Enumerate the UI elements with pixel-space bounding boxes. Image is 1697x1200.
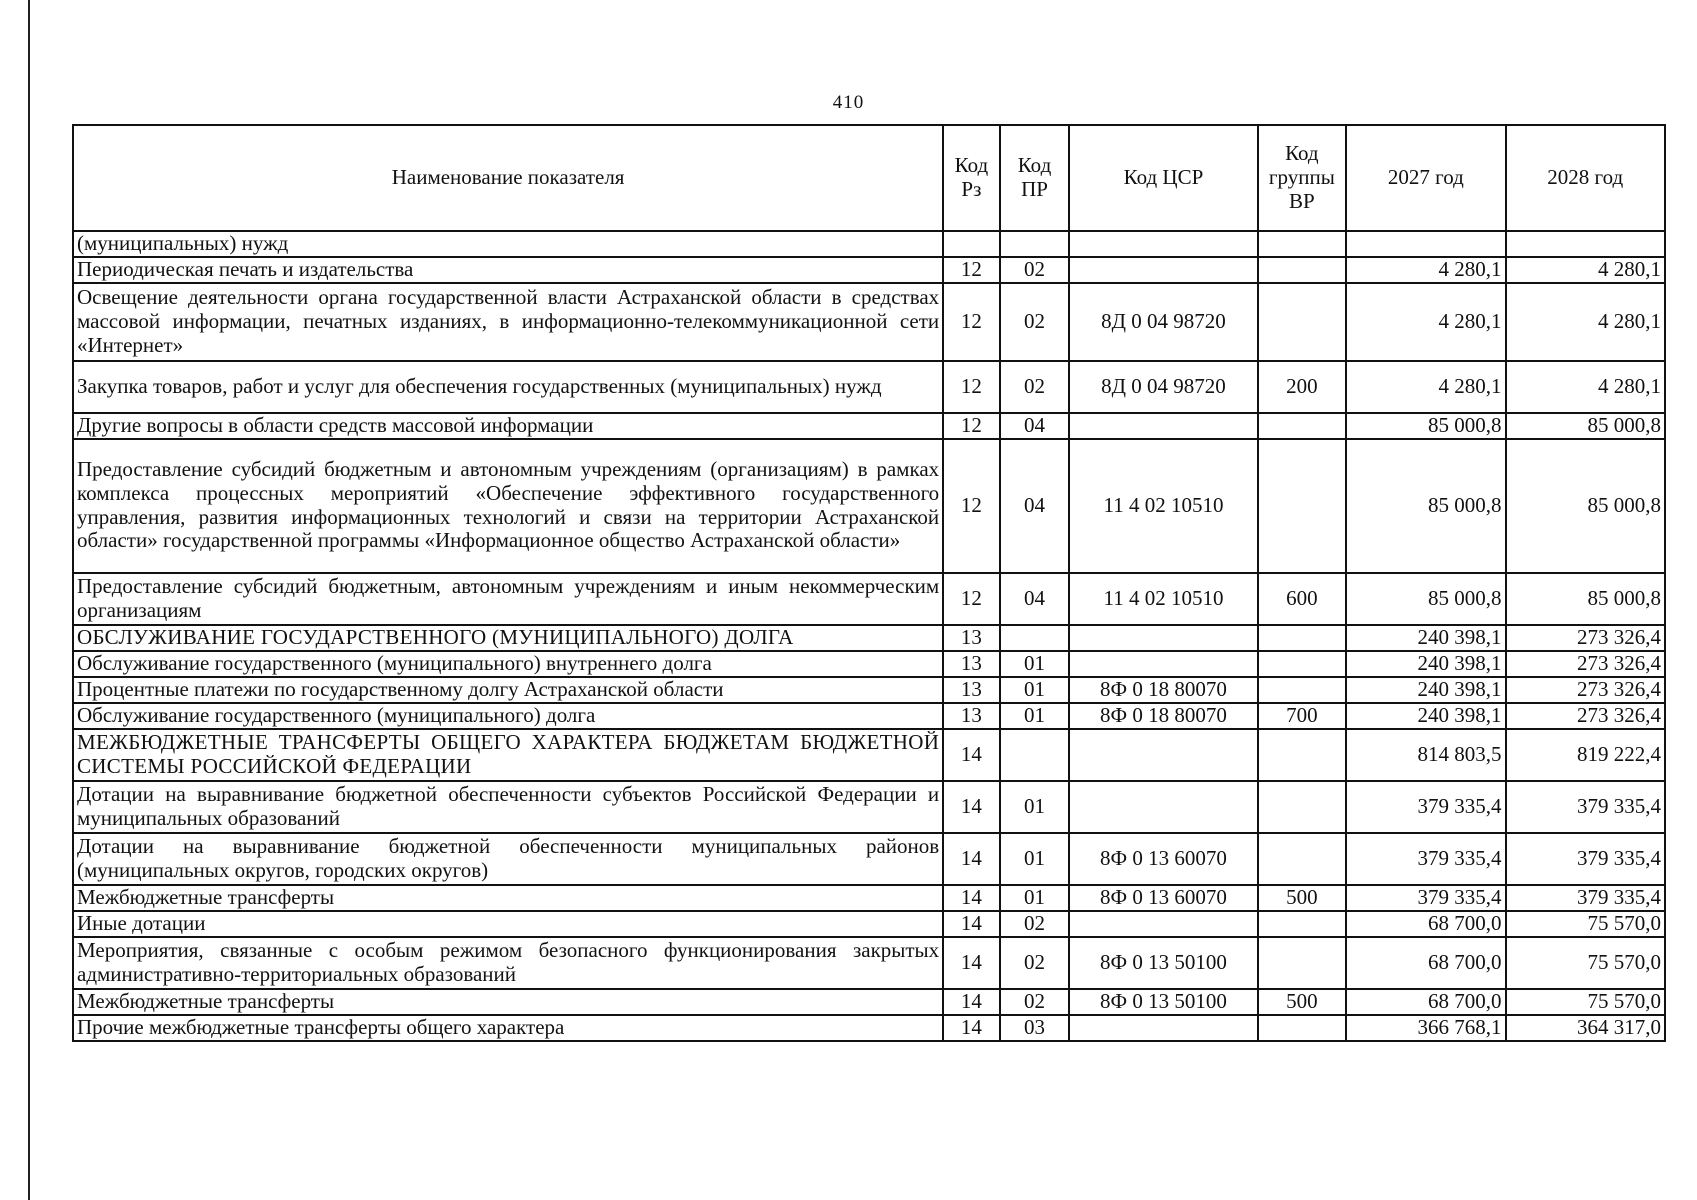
row-name: Дотации на выравнивание бюджетной обеспеченности субъектов Российской Федерации и муниципальных образований — [73, 781, 943, 833]
row-name: Предоставление субсидий бюджетным, автономным учреждениям и иным некоммерческим организациям — [73, 573, 943, 625]
table-row — [73, 729, 1665, 781]
row-pr: 02 — [1000, 283, 1070, 361]
row-pr: 02 — [1000, 257, 1070, 283]
row-name: Периодическая печать и издательства — [73, 257, 943, 283]
row-vr — [1258, 257, 1347, 283]
header-name: Наименование показателя — [73, 125, 943, 231]
row-name: Другие вопросы в области средств массовой информации — [73, 413, 943, 439]
row-csr: 8Ф 0 13 60070 — [1069, 885, 1257, 911]
row-2028: 85 000,8 — [1506, 573, 1665, 625]
row-csr: 8Ф 0 18 80070 — [1069, 677, 1257, 703]
row-vr — [1258, 911, 1347, 937]
row-2027: 240 398,1 — [1346, 677, 1505, 703]
row-rz: 14 — [943, 1015, 999, 1041]
row-rz: 12 — [943, 257, 999, 283]
row-vr: 500 — [1258, 885, 1347, 911]
row-2028: 75 570,0 — [1506, 911, 1665, 937]
row-vr — [1258, 729, 1347, 781]
row-2028: 85 000,8 — [1506, 413, 1665, 439]
row-vr — [1258, 833, 1347, 885]
row-csr: 11 4 02 10510 — [1069, 439, 1257, 573]
row-name: ОБСЛУЖИВАНИЕ ГОСУДАРСТВЕННОГО (МУНИЦИПАЛЬНОГО) ДОЛГА — [73, 625, 943, 651]
row-pr — [1000, 729, 1070, 781]
row-2027: 68 700,0 — [1346, 911, 1505, 937]
table-row — [73, 677, 1665, 703]
row-csr: 8Ф 0 13 50100 — [1069, 989, 1257, 1015]
row-csr: 8Ф 0 13 50100 — [1069, 937, 1257, 989]
row-csr — [1069, 625, 1257, 651]
row-csr: 11 4 02 10510 — [1069, 573, 1257, 625]
row-vr — [1258, 677, 1347, 703]
row-csr: 8Д 0 04 98720 — [1069, 361, 1257, 413]
row-2027: 240 398,1 — [1346, 651, 1505, 677]
table-row — [73, 885, 1665, 911]
row-pr: 01 — [1000, 833, 1070, 885]
row-2028: 364 317,0 — [1506, 1015, 1665, 1041]
table-row — [73, 231, 1665, 257]
row-2028: 75 570,0 — [1506, 937, 1665, 989]
row-2027: 379 335,4 — [1346, 833, 1505, 885]
table-row — [73, 1015, 1665, 1041]
row-vr — [1258, 231, 1347, 257]
table-row — [73, 911, 1665, 937]
row-name: Закупка товаров, работ и услуг для обеспечения государственных (муниципальных) нужд — [73, 361, 943, 413]
row-csr — [1069, 651, 1257, 677]
row-name: Обслуживание государственного (муниципального) долга — [73, 703, 943, 729]
row-vr: 700 — [1258, 703, 1347, 729]
table-row — [73, 439, 1665, 573]
row-vr — [1258, 283, 1347, 361]
row-pr: 04 — [1000, 413, 1070, 439]
table-row — [73, 625, 1665, 651]
row-pr: 02 — [1000, 937, 1070, 989]
row-2027: 240 398,1 — [1346, 625, 1505, 651]
row-rz: 12 — [943, 439, 999, 573]
row-2028: 85 000,8 — [1506, 439, 1665, 573]
row-rz: 14 — [943, 937, 999, 989]
row-rz: 12 — [943, 573, 999, 625]
row-2027 — [1346, 231, 1505, 257]
row-2027: 68 700,0 — [1346, 937, 1505, 989]
table-row — [73, 361, 1665, 413]
row-rz: 14 — [943, 833, 999, 885]
row-vr: 600 — [1258, 573, 1347, 625]
row-name: Прочие межбюджетные трансферты общего характера — [73, 1015, 943, 1041]
row-2027: 379 335,4 — [1346, 885, 1505, 911]
row-rz: 14 — [943, 885, 999, 911]
row-2028: 273 326,4 — [1506, 651, 1665, 677]
row-2027: 814 803,5 — [1346, 729, 1505, 781]
row-name: Процентные платежи по государственному долгу Астраханской области — [73, 677, 943, 703]
row-csr — [1069, 729, 1257, 781]
row-pr: 02 — [1000, 911, 1070, 937]
table-row — [73, 257, 1665, 283]
row-rz — [943, 231, 999, 257]
row-pr: 01 — [1000, 651, 1070, 677]
row-csr — [1069, 413, 1257, 439]
row-name: МЕЖБЮДЖЕТНЫЕ ТРАНСФЕРТЫ ОБЩЕГО ХАРАКТЕРА БЮДЖЕТАМ БЮДЖЕТНОЙ СИСТЕМЫ РОССИЙСКОЙ ФЕДЕРАЦИИ — [73, 729, 943, 781]
row-pr: 01 — [1000, 703, 1070, 729]
header-2028: 2028 год — [1506, 125, 1665, 231]
row-vr — [1258, 781, 1347, 833]
row-vr — [1258, 1015, 1347, 1041]
header-vr: Код группы ВР — [1258, 125, 1347, 231]
row-pr: 02 — [1000, 989, 1070, 1015]
row-2027: 240 398,1 — [1346, 703, 1505, 729]
table-row — [73, 989, 1665, 1015]
row-csr: 8Ф 0 13 60070 — [1069, 833, 1257, 885]
row-2028: 4 280,1 — [1506, 283, 1665, 361]
row-name: Межбюджетные трансферты — [73, 885, 943, 911]
table-row — [73, 937, 1665, 989]
row-rz: 13 — [943, 625, 999, 651]
row-rz: 12 — [943, 283, 999, 361]
row-2028: 379 335,4 — [1506, 833, 1665, 885]
row-rz: 12 — [943, 413, 999, 439]
row-vr — [1258, 439, 1347, 573]
row-2028: 273 326,4 — [1506, 625, 1665, 651]
header-pr: Код ПР — [1000, 125, 1070, 231]
row-2027: 85 000,8 — [1346, 439, 1505, 573]
row-rz: 13 — [943, 703, 999, 729]
row-pr: 01 — [1000, 677, 1070, 703]
row-rz: 14 — [943, 911, 999, 937]
row-rz: 13 — [943, 677, 999, 703]
row-pr: 04 — [1000, 573, 1070, 625]
row-name: Мероприятия, связанные с особым режимом безопасного функционирования закрытых административно-территориальных образований — [73, 937, 943, 989]
row-name: Освещение деятельности органа государственной власти Астраханской области в средствах массовой информации, печатных изданиях, в информационно-телекоммуникационной сети «Интернет» — [73, 283, 943, 361]
row-2028: 273 326,4 — [1506, 677, 1665, 703]
row-name: Предоставление субсидий бюджетным и автономным учреждениям (организациям) в рамках комплекса процессных мероприятий «Обеспечение эффективного государственного управления, развития информационных технологий и связи на территории Астраханской области» государственной программы «Информационное общество Астраханской области» — [73, 439, 943, 573]
table-row — [73, 573, 1665, 625]
row-2027: 85 000,8 — [1346, 573, 1505, 625]
row-name: Обслуживание государственного (муниципального) внутреннего долга — [73, 651, 943, 677]
row-name: Межбюджетные трансферты — [73, 989, 943, 1015]
table-header-row — [73, 125, 1665, 231]
row-vr — [1258, 937, 1347, 989]
row-2027: 4 280,1 — [1346, 361, 1505, 413]
page-number: 410 — [832, 92, 865, 113]
row-2028: 4 280,1 — [1506, 361, 1665, 413]
row-pr: 04 — [1000, 439, 1070, 573]
row-2028: 273 326,4 — [1506, 703, 1665, 729]
row-name: (муниципальных) нужд — [73, 231, 943, 257]
row-2027: 4 280,1 — [1346, 283, 1505, 361]
row-2027: 379 335,4 — [1346, 781, 1505, 833]
table-body — [73, 231, 1665, 1041]
row-csr — [1069, 257, 1257, 283]
row-pr: 01 — [1000, 781, 1070, 833]
header-csr: Код ЦСР — [1069, 125, 1257, 231]
row-csr — [1069, 911, 1257, 937]
row-rz: 14 — [943, 729, 999, 781]
row-vr — [1258, 625, 1347, 651]
row-2028: 819 222,4 — [1506, 729, 1665, 781]
binding-margin-line — [28, 0, 30, 1200]
row-csr — [1069, 231, 1257, 257]
row-rz: 14 — [943, 781, 999, 833]
budget-table — [72, 124, 1666, 1042]
row-vr — [1258, 651, 1347, 677]
row-vr — [1258, 413, 1347, 439]
row-2028 — [1506, 231, 1665, 257]
row-csr: 8Д 0 04 98720 — [1069, 283, 1257, 361]
row-2028: 379 335,4 — [1506, 781, 1665, 833]
table-row — [73, 833, 1665, 885]
row-rz: 12 — [943, 361, 999, 413]
row-2028: 379 335,4 — [1506, 885, 1665, 911]
row-2027: 4 280,1 — [1346, 257, 1505, 283]
row-csr — [1069, 1015, 1257, 1041]
table-row — [73, 781, 1665, 833]
row-name: Дотации на выравнивание бюджетной обеспеченности муниципальных районов (муниципальных округов, городских округов) — [73, 833, 943, 885]
table-row — [73, 283, 1665, 361]
row-rz: 14 — [943, 989, 999, 1015]
row-pr: 01 — [1000, 885, 1070, 911]
row-pr — [1000, 231, 1070, 257]
row-2028: 75 570,0 — [1506, 989, 1665, 1015]
row-csr: 8Ф 0 18 80070 — [1069, 703, 1257, 729]
row-2027: 68 700,0 — [1346, 989, 1505, 1015]
table-row — [73, 413, 1665, 439]
row-pr — [1000, 625, 1070, 651]
row-pr: 02 — [1000, 361, 1070, 413]
header-rz: Код Рз — [943, 125, 999, 231]
row-2027: 85 000,8 — [1346, 413, 1505, 439]
row-csr — [1069, 781, 1257, 833]
table-row — [73, 703, 1665, 729]
row-rz: 13 — [943, 651, 999, 677]
row-vr: 200 — [1258, 361, 1347, 413]
row-2027: 366 768,1 — [1346, 1015, 1505, 1041]
header-2027: 2027 год — [1346, 125, 1505, 231]
table-row — [73, 651, 1665, 677]
row-pr: 03 — [1000, 1015, 1070, 1041]
row-name: Иные дотации — [73, 911, 943, 937]
row-vr: 500 — [1258, 989, 1347, 1015]
row-2028: 4 280,1 — [1506, 257, 1665, 283]
